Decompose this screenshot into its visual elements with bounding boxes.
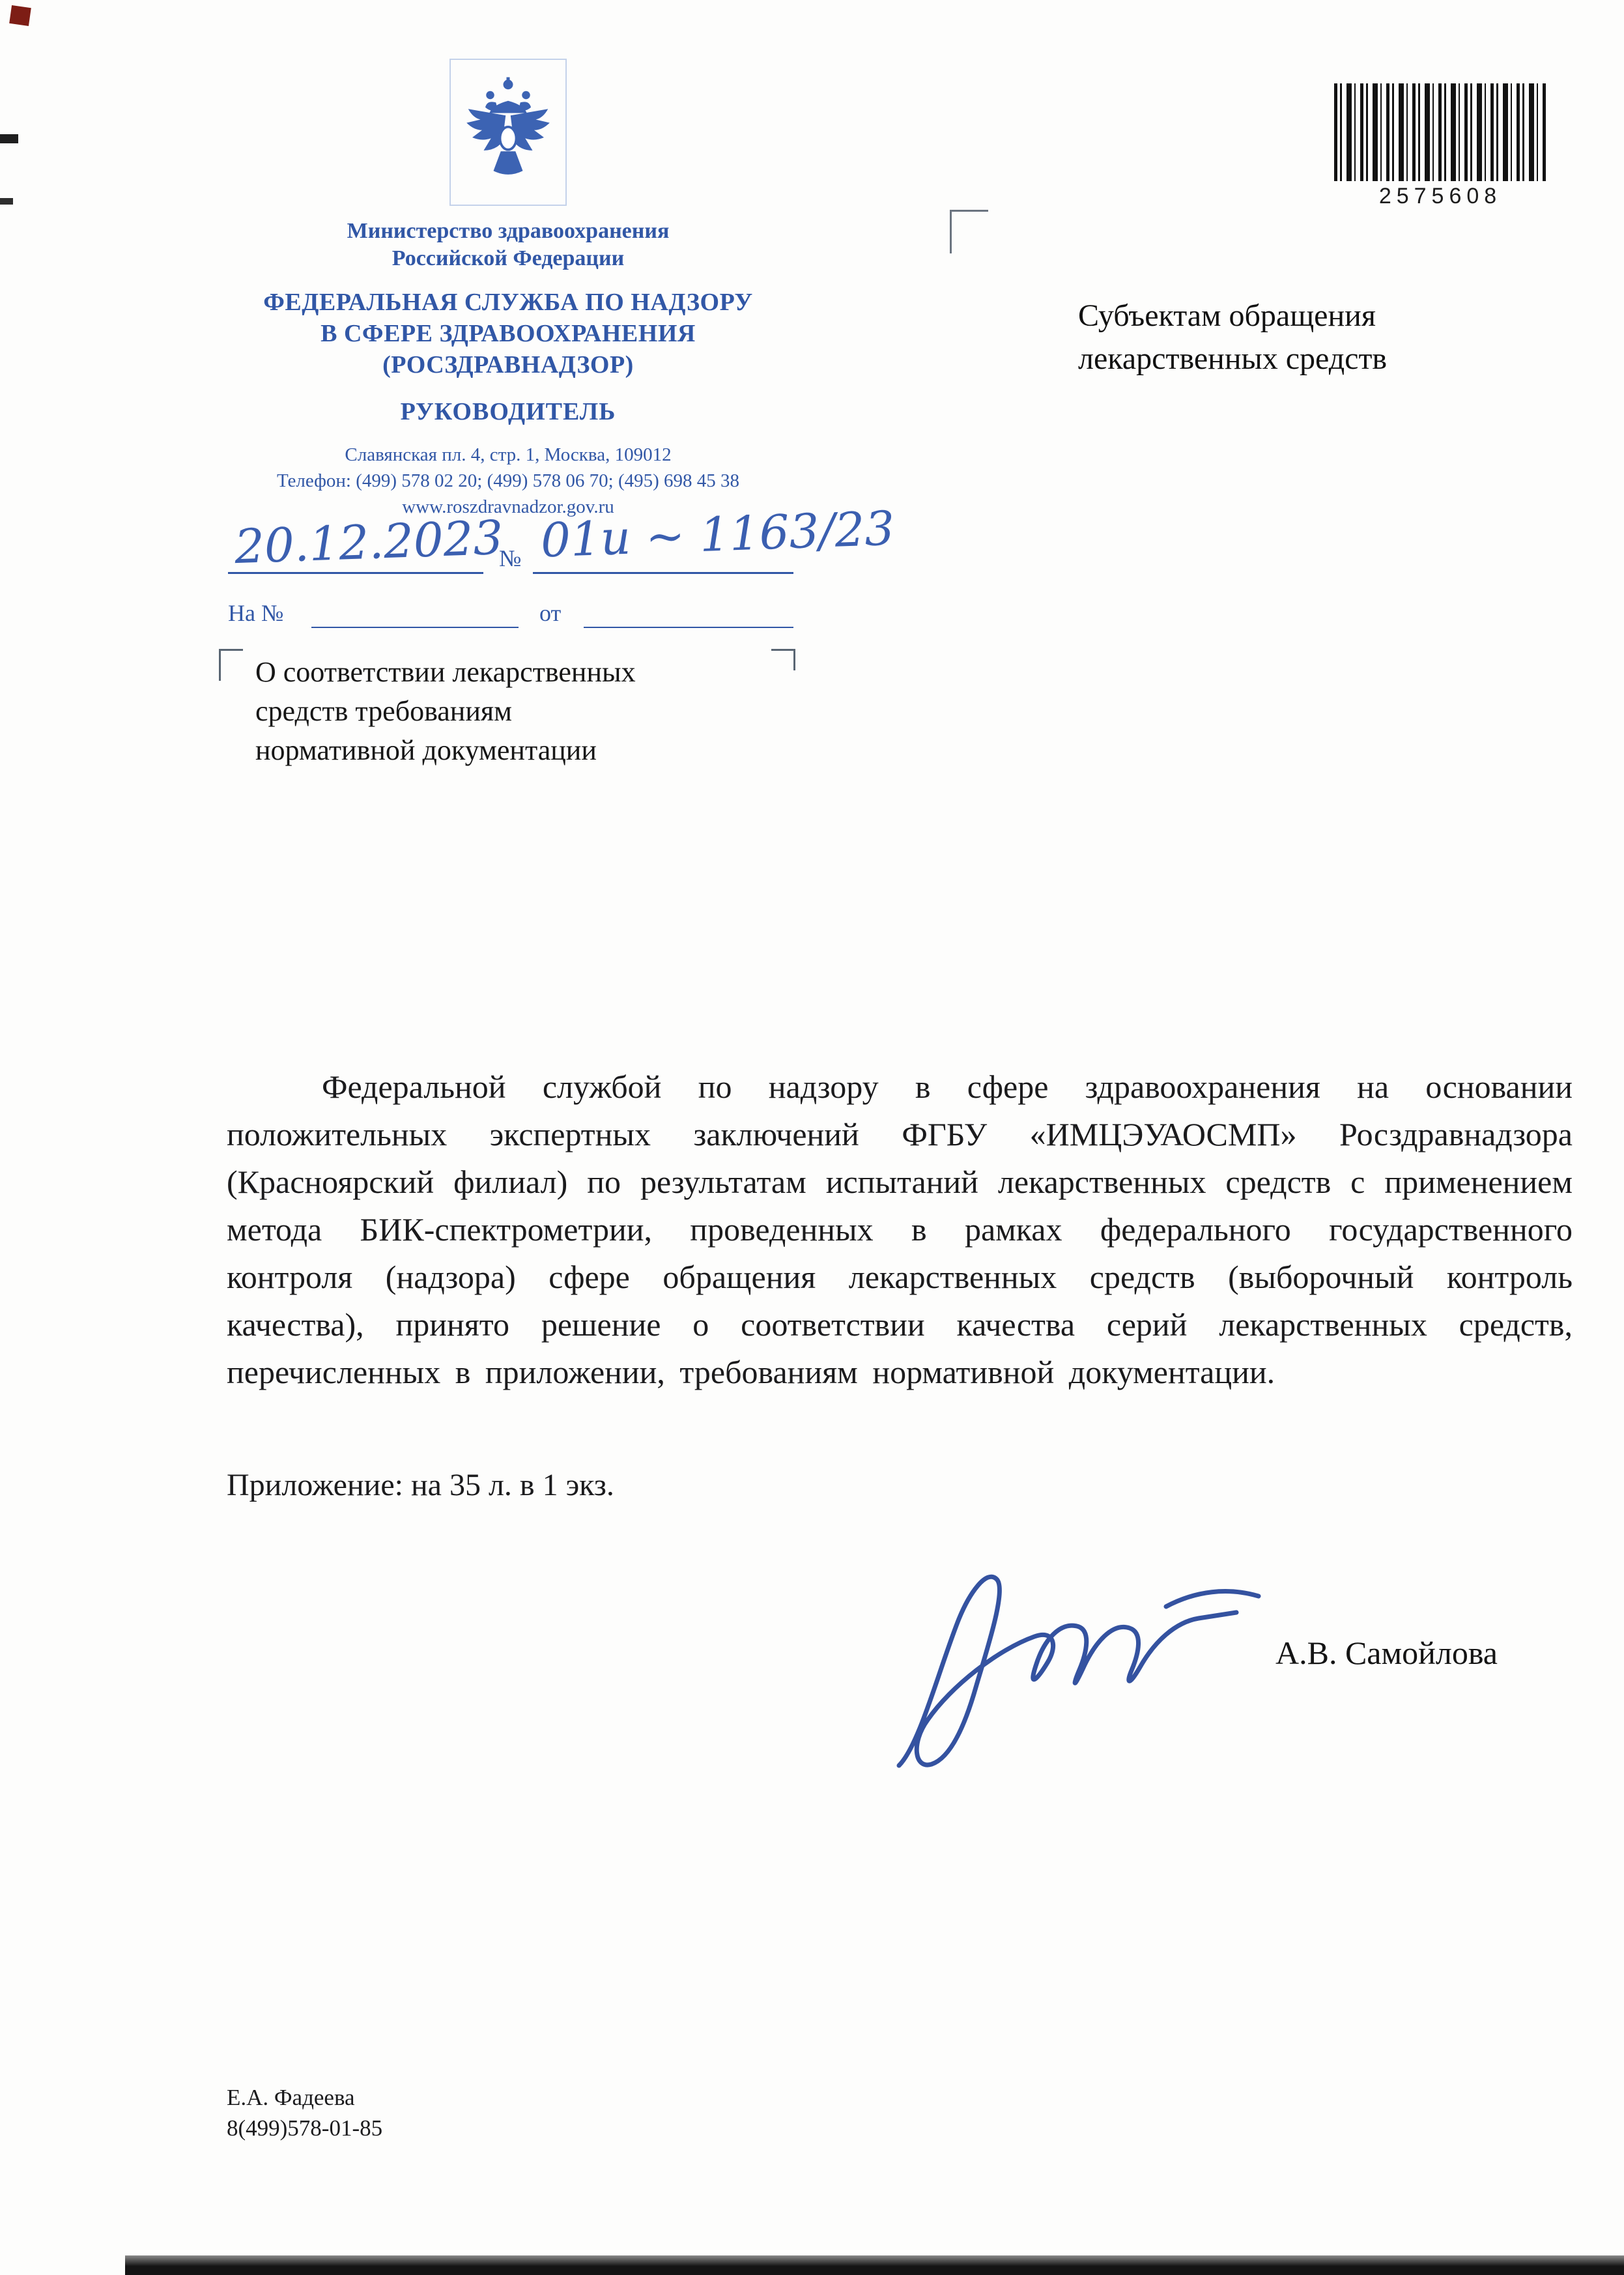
addressee-block xyxy=(1078,294,1387,380)
letter-body-paragraph: Федеральной службой по надзору в сфере здравоохранения на основании положительных экспертных заключений ФГБУ «ИМЦЭУАОСМП» Росздравнадзора (Красноярский филиал) по результатам испытаний лекарственных средств с применением метода БИК-спектрометрии, проведенных в рамках федерального государственного контроля (надзора) сфере обращения лекарственных средств (выборочный контроль качества), принято решение о соответствии качества серий лекарственных средств, перечисленных в приложении, требованиям нормативной документации. xyxy=(227,1068,1573,1390)
subject-line3: нормативной документации xyxy=(255,734,597,766)
website-url: www.roszdravnadzor.gov.ru xyxy=(402,496,614,517)
signer-role: РУКОВОДИТЕЛЬ xyxy=(400,398,616,425)
scan-artifact-red-mark xyxy=(9,5,31,26)
handwritten-signature xyxy=(860,1544,1290,1792)
barcode-bars xyxy=(1334,83,1546,181)
handwritten-date: 20.12.2023 xyxy=(233,509,504,575)
service-name-line1: ФЕДЕРАЛЬНАЯ СЛУЖБА ПО НАДЗОРУ xyxy=(263,289,753,316)
subject-corner-mark-left xyxy=(219,649,243,681)
service-name-line3: (РОСЗДРАВНАДЗОР) xyxy=(382,351,634,379)
addressee-line2: лекарственных средств xyxy=(1078,341,1388,376)
addressee-corner-mark xyxy=(950,210,988,253)
executor-name: Е.А. Фадеева xyxy=(227,2085,355,2110)
ministry-name-line1: Министерство здравоохранения xyxy=(347,219,670,243)
phone-numbers: Телефон: (499) 578 02 20; (499) 578 06 70; (495) 698 45 38 xyxy=(276,470,740,491)
ministry-name-line2: Российской Федерации xyxy=(392,246,625,270)
date-underline xyxy=(228,572,483,574)
number-underline xyxy=(533,572,793,574)
handwritten-outgoing-number: 01и ~ 1163/23 xyxy=(539,500,896,568)
subject-block xyxy=(255,653,790,770)
signer-name: А.В. Самойлова xyxy=(1275,1635,1498,1671)
registration-barcode xyxy=(1334,83,1546,209)
scan-artifact-bottom-strip xyxy=(125,2255,1624,2275)
number-sign: № xyxy=(499,545,522,571)
scan-artifact-left-edge xyxy=(0,198,13,205)
executor-phone: 8(499)578-01-85 xyxy=(227,2115,383,2141)
letterhead xyxy=(202,59,814,520)
subject-line2: средств требованиям xyxy=(255,695,512,727)
addressee-line1: Субъектам обращения xyxy=(1078,298,1376,333)
postal-address: Славянская пл. 4, стр. 1, Москва, 109012 xyxy=(345,444,672,465)
subject-line1: О соответствии лекарственных xyxy=(255,656,636,688)
scan-artifact-left-edge xyxy=(0,134,18,143)
reply-date-underline xyxy=(584,627,793,628)
reply-to-number-label: На № xyxy=(228,600,284,626)
barcode-number: 2575608 xyxy=(1378,184,1502,208)
attachment-note: Приложение: на 35 л. в 1 экз. xyxy=(227,1468,614,1502)
service-name-line2: В СФЕРЕ ЗДРАВООХРАНЕНИЯ xyxy=(321,320,696,347)
executor-block xyxy=(227,2082,382,2143)
coat-of-arms-icon xyxy=(449,59,567,206)
reply-number-underline xyxy=(311,627,519,628)
reply-from-label: от xyxy=(539,600,562,626)
